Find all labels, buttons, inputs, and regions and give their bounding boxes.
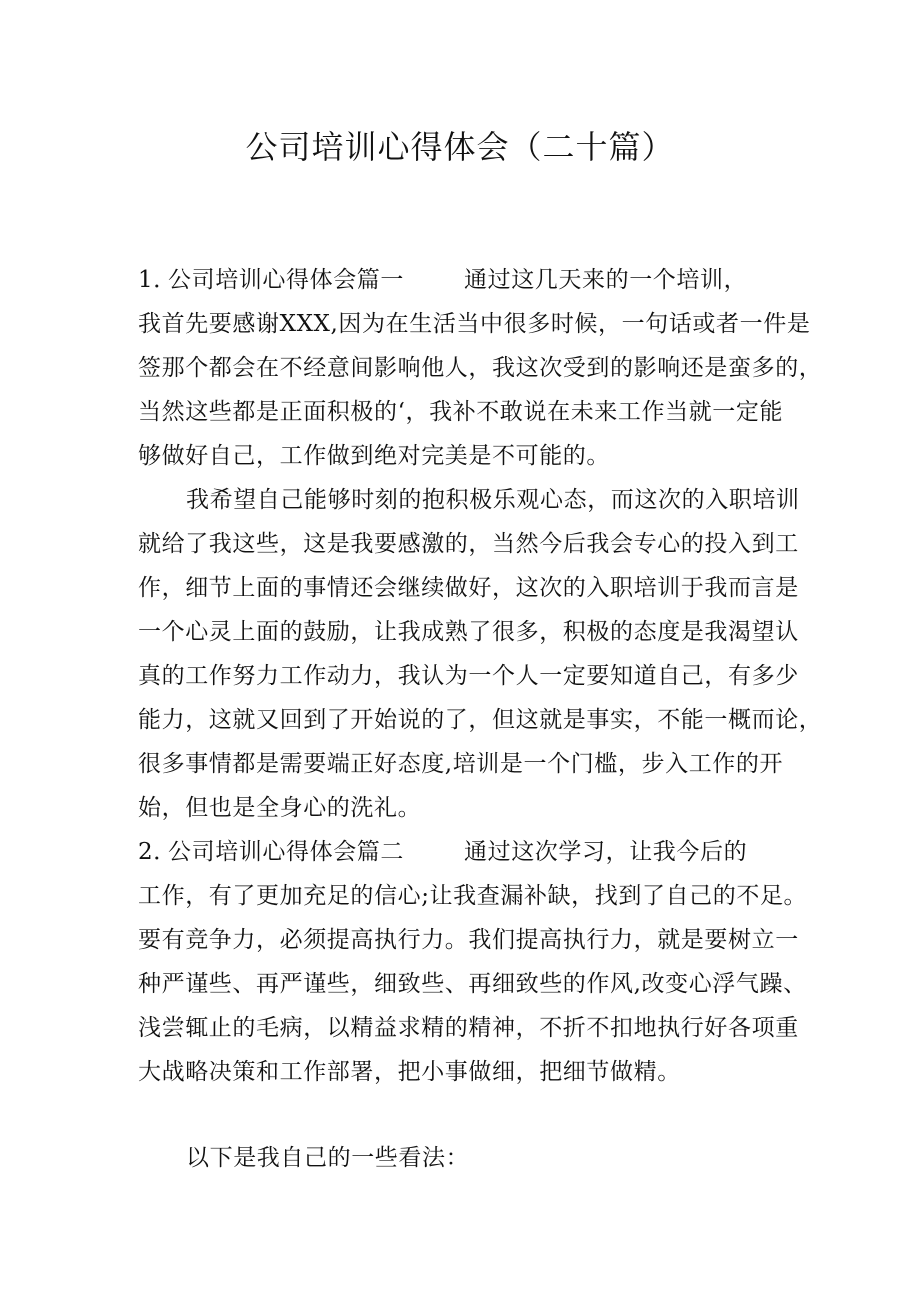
paragraph-line: 浅尝辄止的毛病，以精益求精的精神，不折不扣地执行好各项重 xyxy=(138,1015,799,1041)
paragraph-line: 工作，有了更加充足的信心;让我查漏补缺，找到了自己的不足。 xyxy=(138,883,808,909)
paragraph-line: 真的工作努力工作动力，我认为一个人一定要知道自己，有多少 xyxy=(138,663,799,689)
paragraph-line: 一个心灵上面的鼓励，让我成熟了很多，积极的态度是我渴望认 xyxy=(138,619,799,645)
paragraph-line: 很多事情都是需要端正好态度,培训是一个门槛，步入工作的开 xyxy=(138,751,784,777)
document-title: 公司培训心得体会（二十篇） xyxy=(245,128,675,166)
section-1-heading: 公司培训心得体会篇一 xyxy=(168,267,404,293)
section-2-lead: 通过这次学习，让我今后的 xyxy=(464,839,748,865)
section-1-lead: 通过这几天来的一个培训， xyxy=(464,267,748,293)
paragraph-line: 够做好自己，工作做到绝对完美是不可能的。 xyxy=(138,443,610,469)
section-2-number: 2． xyxy=(138,839,177,865)
paragraph-line: 能力，这就又回到了开始说的了，但这就是事实，不能一概而论， xyxy=(138,707,823,733)
paragraph-line: 始，但也是全身心的洗礼。 xyxy=(138,795,422,821)
paragraph-line: 当然这些都是正面积极的‘，我补不敢说在未来工作当就一定能 xyxy=(138,399,784,425)
paragraph-line: 要有竞争力，必须提高执行力。我们提高执行力，就是要树立一 xyxy=(138,927,799,953)
closing-line: 以下是我自己的一些看法： xyxy=(186,1145,470,1171)
paragraph-line: 我希望自己能够时刻的抱积极乐观心态，而这次的入职培训 xyxy=(186,487,800,513)
section-1-heading-line xyxy=(138,263,747,297)
paragraph-line: 我首先要感谢XXX,因为在生活当中很多时候，一句话或者一件是 xyxy=(138,311,811,337)
section-2-heading: 公司培训心得体会篇二 xyxy=(168,839,404,865)
section-1-number: 1． xyxy=(138,267,177,293)
paragraph-line: 大战略决策和工作部署，把小事做细，把细节做精。 xyxy=(138,1059,681,1085)
paragraph-line: 就给了我这些，这是我要感激的，当然今后我会专心的投入到工 xyxy=(138,531,799,557)
section-2-heading-line xyxy=(138,835,747,869)
paragraph-line: 种严谨些、再严谨些，细致些、再细致些的作风,改变心浮气躁、 xyxy=(138,971,807,997)
paragraph-line: 签那个都会在不经意间影响他人，我这次受到的影响还是蛮多的， xyxy=(138,355,823,381)
paragraph-line: 作，细节上面的事情还会继续做好，这次的入职培训于我而言是 xyxy=(138,575,799,601)
